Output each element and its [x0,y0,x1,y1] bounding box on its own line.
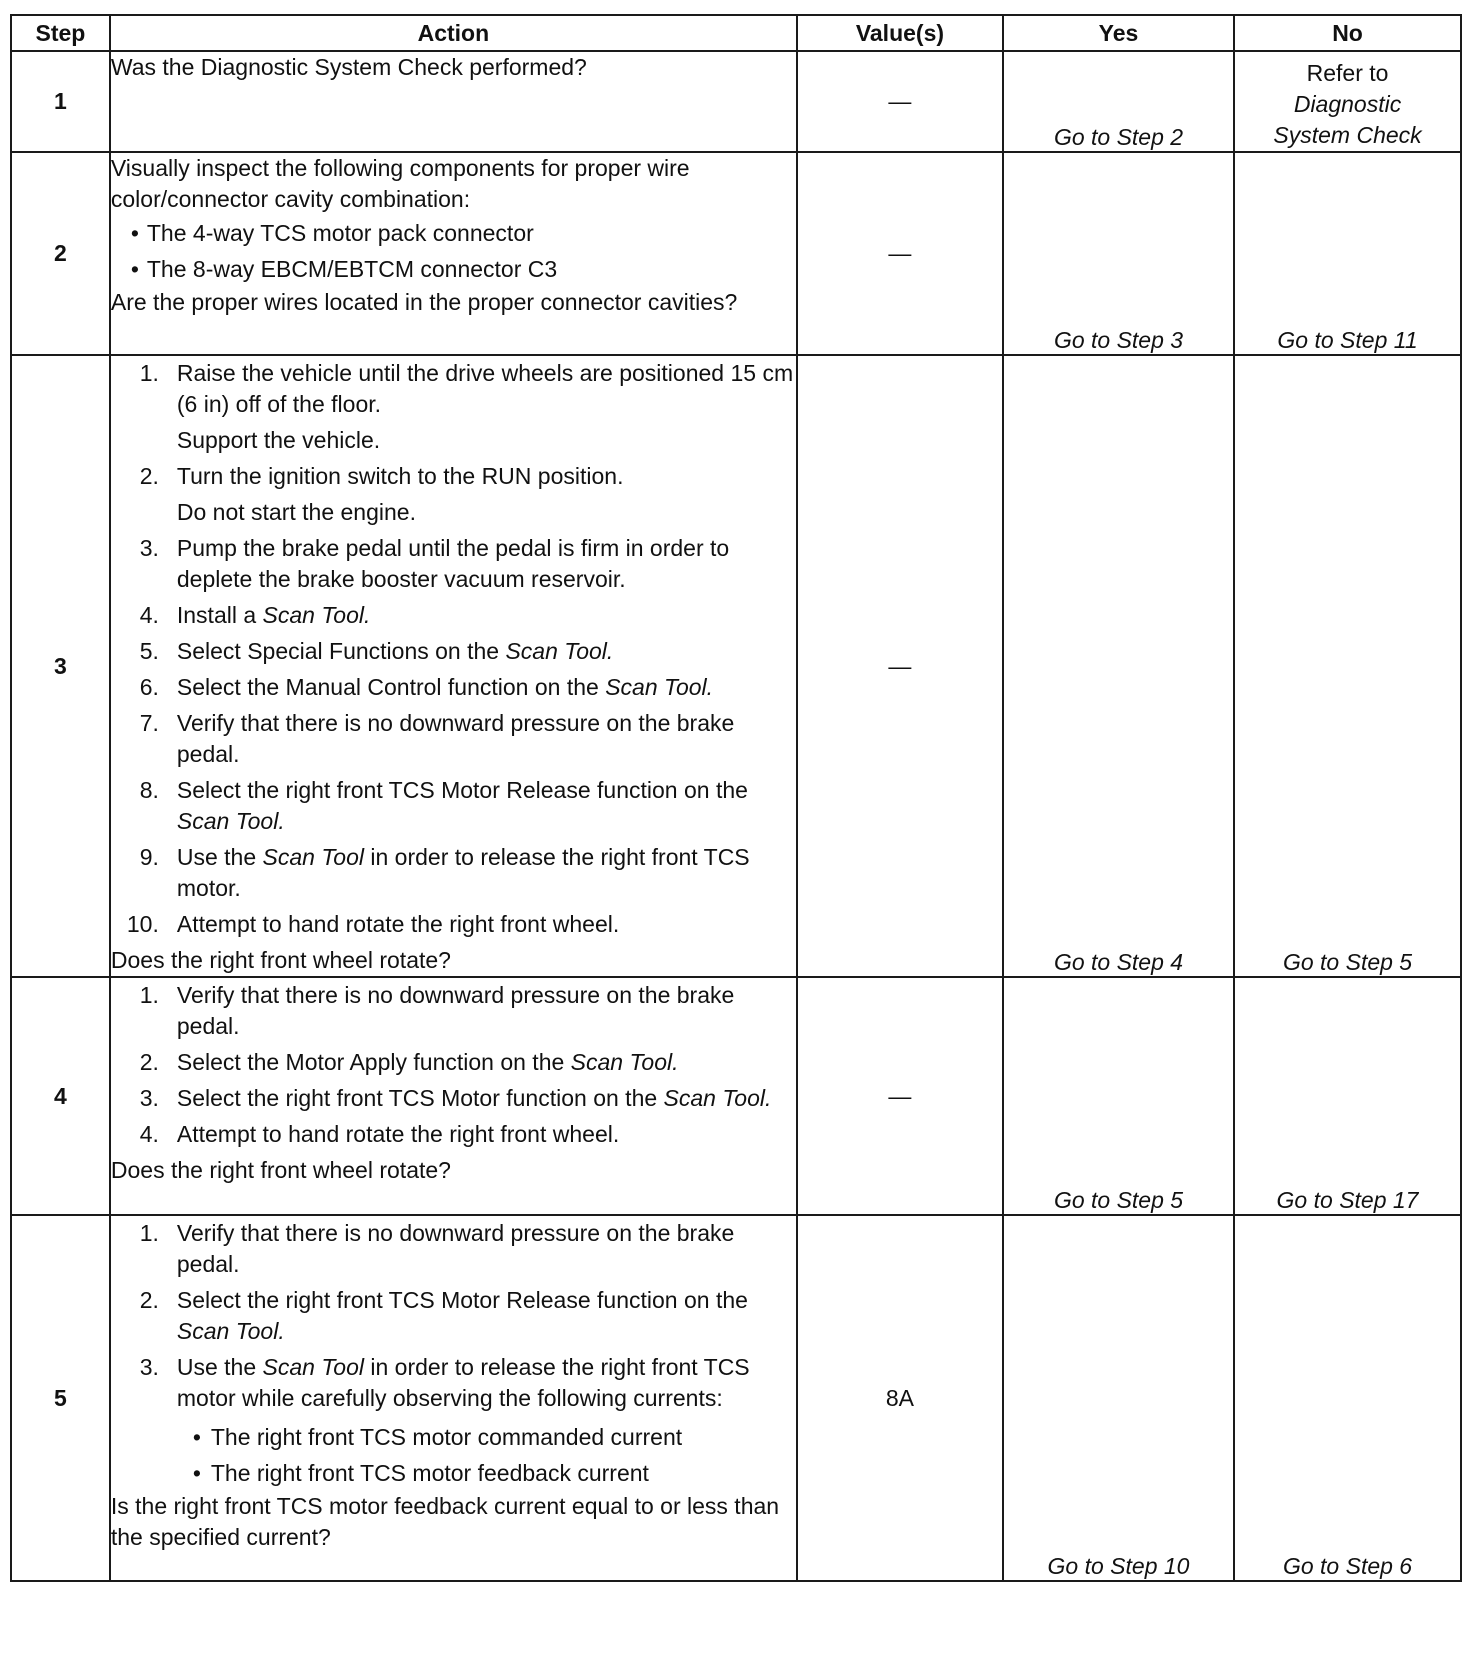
instruction-text: Select the right front TCS Motor Release function on the [176,777,748,803]
instruction-text: in order to release the right front TCS motor. [176,844,750,901]
header-values: Value(s) [797,15,1003,51]
instruction-text: Verify that there is no downward pressure on the brake pedal. [176,710,735,767]
yes-cell: Go to Step 4 [1003,355,1234,977]
no-cell: Go to Step 17 [1234,977,1461,1215]
action-cell [110,977,797,1215]
instruction-text: Raise the vehicle until the drive wheels are positioned 15 cm (6 in) off of the floor. [176,360,794,417]
instruction-text: Use the [176,1354,263,1380]
value-cell: — [797,355,1003,977]
instruction-item [111,1218,796,1280]
step-number: 3 [11,355,110,977]
header-no: No [1234,15,1461,51]
yes-cell: Go to Step 10 [1003,1215,1234,1581]
yes-cell: Go to Step 2 [1003,51,1234,152]
instruction-number: 6. [139,674,159,700]
no-cell: Go to Step 11 [1234,152,1461,355]
bullet-text: The 4-way TCS motor pack connector [146,220,534,246]
scan-tool-term: Scan Tool [262,1354,364,1380]
scan-tool-term: Scan Tool [262,844,364,870]
scan-tool-term: Scan Tool. [605,674,714,700]
instruction-text: Attempt to hand rotate the right front wheel. [176,911,620,937]
instruction-item [111,909,796,940]
header-yes: Yes [1003,15,1234,51]
step-number: 4 [11,977,110,1215]
scan-tool-term: Scan Tool. [176,808,285,834]
instruction-list [111,1218,796,1414]
instruction-number: 2. [139,463,159,489]
instruction-list [111,358,796,940]
no-cell [1234,51,1461,152]
instruction-item [111,1083,796,1114]
no-cell: Go to Step 5 [1234,355,1461,977]
bullet-text: The right front TCS motor feedback current [210,1460,649,1486]
no-cell: Go to Step 6 [1234,1215,1461,1581]
instruction-item [111,708,796,770]
instruction-number: 2. [139,1287,159,1313]
action-cell [110,51,797,152]
step-number: 5 [11,1215,110,1581]
instruction-item [111,1119,796,1150]
table-row [11,51,1461,152]
action-question: Does the right front wheel rotate? [110,1157,451,1183]
table-row [11,355,1461,977]
bullet-item [111,215,796,251]
instruction-text: Select Special Functions on the [176,638,506,664]
instruction-text: Select the Motor Apply function on the [176,1049,571,1075]
action-cell [110,1215,797,1581]
instruction-number: 1. [139,1220,159,1246]
instruction-text: Turn the ignition switch to the RUN position. [176,463,624,489]
scan-tool-term: Scan Tool. [505,638,614,664]
instruction-note: Do not start the engine. [176,499,416,525]
instruction-text: in order to release the right front TCS motor while carefully observing the following currents: [176,1354,750,1411]
instruction-text: Install a [176,602,263,628]
instruction-item [111,1047,796,1078]
instruction-number: 7. [139,710,159,736]
instruction-number: 4. [139,1121,159,1147]
instruction-item [111,1352,796,1414]
scan-tool-term: Scan Tool. [262,602,371,628]
instruction-number: 3. [139,1354,159,1380]
action-question: Is the right front TCS motor feedback current equal to or less than the specified current? [110,1493,780,1550]
diagnostic-table [10,14,1462,1582]
bullet-dot-icon: • [130,256,139,282]
value-cell: — [797,51,1003,152]
no-refer-text: Refer to [1306,60,1389,86]
table-row [11,1215,1461,1581]
instruction-text: Pump the brake pedal until the pedal is firm in order to deplete the brake booster vacuum reservoir. [176,535,730,592]
instruction-number: 1. [139,982,159,1008]
action-question: Does the right front wheel rotate? [110,947,451,973]
action-intro: Visually inspect the following components for proper wire color/connector cavity combination: [110,155,690,212]
value-cell: — [797,977,1003,1215]
bullet-item [111,1419,796,1455]
instruction-item [111,358,796,456]
instruction-text: Attempt to hand rotate the right front wheel. [176,1121,620,1147]
instruction-text: Use the [176,844,263,870]
instruction-number: 3. [139,535,159,561]
instruction-number: 9. [139,844,159,870]
header-action: Action [110,15,797,51]
instruction-item [111,672,796,703]
instruction-text: Select the right front TCS Motor Release function on the [176,1287,748,1313]
no-reference-line: System Check [1273,122,1422,148]
instruction-item [111,461,796,528]
step-number: 2 [11,152,110,355]
action-question: Are the proper wires located in the proper connector cavities? [110,289,738,315]
bullet-item [111,1455,796,1491]
header-row [11,15,1461,51]
step-number: 1 [11,51,110,152]
instruction-number: 2. [139,1049,159,1075]
scan-tool-term: Scan Tool. [570,1049,679,1075]
instruction-item [111,533,796,595]
instruction-text: Verify that there is no downward pressure on the brake pedal. [176,982,735,1039]
action-cell [110,355,797,977]
instruction-item [111,842,796,904]
instruction-note: Support the vehicle. [176,427,381,453]
instruction-item [111,775,796,837]
instruction-list [111,980,796,1150]
scan-tool-term: Scan Tool. [176,1318,285,1344]
bullet-dot-icon: • [130,220,139,246]
instruction-number: 3. [139,1085,159,1111]
instruction-text: Select the Manual Control function on the [176,674,606,700]
instruction-item [111,980,796,1042]
table-row [11,152,1461,355]
instruction-item [111,600,796,631]
instruction-number: 10. [126,911,159,937]
bullet-text: The right front TCS motor commanded current [210,1424,683,1450]
value-cell: 8A [797,1215,1003,1581]
bullet-text: The 8-way EBCM/EBTCM connector C3 [146,256,558,282]
yes-cell: Go to Step 5 [1003,977,1234,1215]
instruction-item [111,636,796,667]
bullet-item [111,251,796,287]
instruction-number: 4. [139,602,159,628]
header-step: Step [11,15,110,51]
instruction-number: 1. [139,360,159,386]
bullet-dot-icon: • [192,1424,201,1450]
instruction-number: 8. [139,777,159,803]
yes-cell: Go to Step 3 [1003,152,1234,355]
instruction-item [111,1285,796,1347]
bullet-dot-icon: • [192,1460,201,1486]
action-question: Was the Diagnostic System Check performed? [110,54,587,80]
value-cell: — [797,152,1003,355]
scan-tool-term: Scan Tool. [663,1085,772,1111]
no-reference-line: Diagnostic [1293,91,1402,117]
table-row [11,977,1461,1215]
action-cell [110,152,797,355]
instruction-text: Verify that there is no downward pressure on the brake pedal. [176,1220,735,1277]
diagnostic-table-sheet [10,14,1462,1660]
instruction-number: 5. [139,638,159,664]
instruction-text: Select the right front TCS Motor function on the [176,1085,664,1111]
